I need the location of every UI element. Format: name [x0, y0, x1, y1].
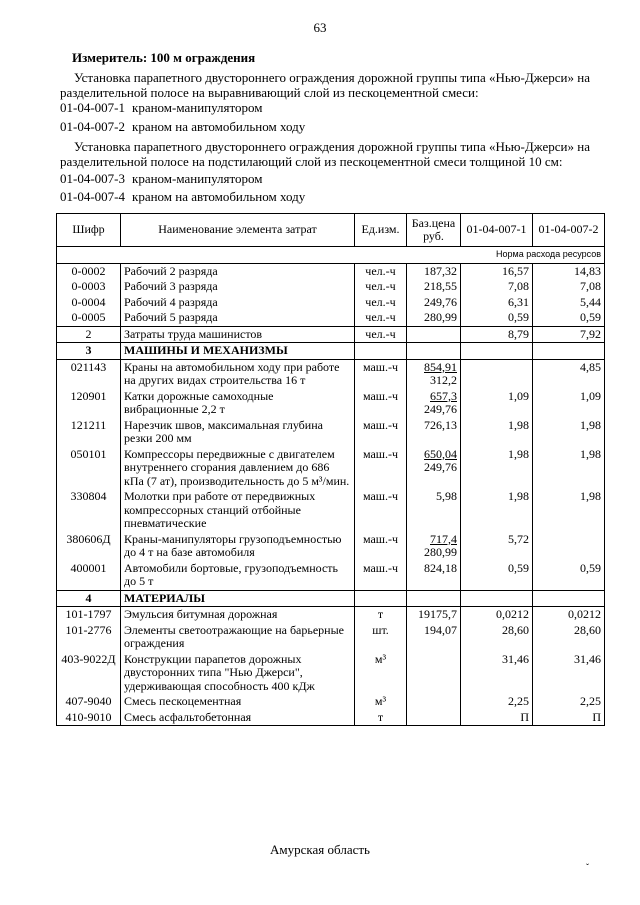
row-unit: чел.-ч: [355, 295, 407, 311]
intro-code-text: краном на автомобильном ходу: [132, 189, 306, 204]
table-row: [57, 590, 605, 607]
row-price: [407, 561, 461, 591]
row-value-1: [461, 343, 533, 360]
header-name: Наименование элемента затрат: [121, 214, 355, 247]
row-price: [407, 279, 461, 295]
row-value-2: 7,08: [533, 279, 605, 295]
row-unit: чел.-ч: [355, 326, 407, 343]
row-price-value: 249,76: [424, 294, 457, 309]
row-price-secondary: 249,76: [424, 402, 457, 416]
row-value-2: [533, 590, 605, 607]
header-price: [407, 214, 461, 247]
row-value-2: 2,25: [533, 694, 605, 710]
header-col2: 01-04-007-2: [533, 214, 605, 247]
row-code: 101-2776: [57, 623, 121, 652]
row-code: 0-0004: [57, 295, 121, 311]
header-col1: 01-04-007-1: [461, 214, 533, 247]
row-value-1: 7,08: [461, 279, 533, 295]
row-name: МАШИНЫ И МЕХАНИЗМЫ: [121, 343, 355, 360]
row-price: [407, 532, 461, 561]
table-header-row: [57, 214, 605, 247]
row-unit: маш.-ч: [355, 447, 407, 490]
table-row: [57, 343, 605, 360]
row-price: [407, 694, 461, 710]
row-code: 330804: [57, 489, 121, 532]
row-price-value: 717,4: [430, 531, 457, 546]
row-value-1: 0,0212: [461, 607, 533, 623]
row-price: [407, 295, 461, 311]
row-code: 021143: [57, 359, 121, 389]
row-name: Молотки при работе от передвижных компрессорных станций отбойные пневматические: [121, 489, 355, 532]
row-value-1: 6,31: [461, 295, 533, 311]
row-price-value: 650,04: [424, 446, 457, 461]
row-price: [407, 447, 461, 490]
row-value-1: П: [461, 710, 533, 726]
intro-code-text: краном-манипулятором: [132, 100, 263, 115]
table-row: [57, 532, 605, 561]
row-value-2: 31,46: [533, 652, 605, 695]
row-price-value: 854,91: [424, 359, 457, 374]
row-price-value: 194,07: [424, 622, 457, 637]
row-value-1: 31,46: [461, 652, 533, 695]
row-value-1: [461, 359, 533, 389]
row-name: Автомобили бортовые, грузоподъемность до 5 т: [121, 561, 355, 591]
row-price: [407, 263, 461, 279]
row-price-value: 19175,7: [418, 607, 457, 621]
row-price-value: 280,99: [424, 310, 457, 324]
footer-region: Амурская область: [270, 842, 370, 857]
intro-code-line: [60, 189, 305, 205]
row-price-value: 187,32: [424, 263, 457, 278]
table-row: [57, 710, 605, 726]
row-value-1: 8,79: [461, 326, 533, 343]
row-name: Нарезчик швов, максимальная глубина резки 200 мм: [121, 418, 355, 447]
intro-paragraph-text: Установка парапетного двустороннего ограждения дорожной группы типа «Нью-Джерси» на разделительной полосе на выравнивающий слой из пескоцементной смеси:: [60, 70, 590, 100]
row-price: [407, 389, 461, 418]
row-price-secondary: 280,99: [424, 545, 457, 559]
row-value-2: 0,59: [533, 561, 605, 591]
row-value-2: 1,98: [533, 447, 605, 490]
row-value-1: 28,60: [461, 623, 533, 652]
row-price-value: 5,98: [436, 489, 457, 503]
row-value-1: 5,72: [461, 532, 533, 561]
row-price-value: 657,3: [430, 388, 457, 403]
row-name: МАТЕРИАЛЫ: [121, 590, 355, 607]
subheader-cell: Норма расхода ресурсов: [57, 247, 605, 264]
table-row: [57, 389, 605, 418]
row-unit: маш.-ч: [355, 389, 407, 418]
row-name: Краны-манипуляторы грузоподъемностью до 4 т на базе автомобиля: [121, 532, 355, 561]
table-row: [57, 263, 605, 279]
row-price: [407, 590, 461, 607]
row-unit: чел.-ч: [355, 279, 407, 295]
row-unit: [355, 590, 407, 607]
intro-code: 01-04-007-3: [60, 171, 125, 186]
table-row: [57, 607, 605, 623]
row-unit: чел.-ч: [355, 263, 407, 279]
row-price-secondary: 249,76: [424, 460, 457, 474]
row-price: [407, 343, 461, 360]
table-row: [57, 561, 605, 591]
row-value-1: 1,98: [461, 418, 533, 447]
intro-code: 01-04-007-2: [60, 119, 125, 134]
row-code: 410-9010: [57, 710, 121, 726]
row-name: Катки дорожные самоходные вибрационные 2,2 т: [121, 389, 355, 418]
row-code: 2: [57, 326, 121, 343]
row-price-value: 726,13: [424, 417, 457, 432]
row-unit: маш.-ч: [355, 359, 407, 389]
row-code: 120901: [57, 389, 121, 418]
row-name: Рабочий 4 разряда: [121, 295, 355, 311]
row-price: [407, 359, 461, 389]
header-price-line2: руб.: [423, 229, 444, 243]
intro-code: 01-04-007-4: [60, 189, 125, 204]
row-price: [407, 310, 461, 326]
row-unit: маш.-ч: [355, 561, 407, 591]
intro-code-text: краном-манипулятором: [132, 171, 263, 186]
row-price: [407, 418, 461, 447]
page-number: 63: [313, 20, 327, 35]
row-code: 4: [57, 590, 121, 607]
row-value-2: 0,0212: [533, 607, 605, 623]
table-row: [57, 326, 605, 343]
row-unit: [355, 343, 407, 360]
row-name: Компрессоры передвижные с двигателем внутреннего сгорания давлением до 686 кПа (7 ат), производительность до 5 м³/мин.: [121, 447, 355, 490]
intro-code: 01-04-007-1: [60, 100, 125, 115]
row-code: 380606Д: [57, 532, 121, 561]
row-price: [407, 623, 461, 652]
table-row: [57, 652, 605, 695]
table-row: [57, 489, 605, 532]
table-row: [57, 359, 605, 389]
row-value-2: 1,98: [533, 489, 605, 532]
row-code: 121211: [57, 418, 121, 447]
row-code: 403-9022Д: [57, 652, 121, 695]
row-unit: маш.-ч: [355, 532, 407, 561]
row-value-1: 0,59: [461, 561, 533, 591]
table-row: [57, 310, 605, 326]
row-unit: м³: [355, 652, 407, 695]
row-value-1: 16,57: [461, 263, 533, 279]
intro-code-line: [60, 171, 263, 187]
row-unit: т: [355, 710, 407, 726]
row-name: Затраты труда машинистов: [121, 326, 355, 343]
row-value-2: П: [533, 710, 605, 726]
row-code: 0-0005: [57, 310, 121, 326]
row-value-1: 1,98: [461, 447, 533, 490]
row-value-1: 0,59: [461, 310, 533, 326]
row-name: Смесь пескоцементная: [121, 694, 355, 710]
row-code: 3: [57, 343, 121, 360]
row-price-secondary: 312,2: [430, 373, 457, 387]
row-code: 400001: [57, 561, 121, 591]
intro-code-line: [60, 100, 263, 116]
corner-mark: ˇ: [586, 862, 589, 872]
row-unit: т: [355, 607, 407, 623]
table-row: [57, 295, 605, 311]
row-value-1: 1,09: [461, 389, 533, 418]
row-code: 101-1797: [57, 607, 121, 623]
row-value-2: 1,98: [533, 418, 605, 447]
row-price-value: 824,18: [424, 560, 457, 575]
row-unit: маш.-ч: [355, 489, 407, 532]
row-price: [407, 489, 461, 532]
row-value-1: 1,98: [461, 489, 533, 532]
resource-norms-table: [56, 213, 605, 726]
row-code: 407-9040: [57, 694, 121, 710]
row-price: [407, 326, 461, 343]
table-row: [57, 447, 605, 490]
measure-title: Измеритель: 100 м ограждения: [72, 50, 256, 65]
row-unit: чел.-ч: [355, 310, 407, 326]
row-name: Рабочий 5 разряда: [121, 310, 355, 326]
row-name: Рабочий 3 разряда: [121, 279, 355, 295]
row-name: Элементы светоотражающие на барьерные ограждения: [121, 623, 355, 652]
row-price: [407, 607, 461, 623]
header-unit: Ед.изм.: [355, 214, 407, 247]
table-row: [57, 279, 605, 295]
row-price: [407, 652, 461, 695]
row-value-2: 5,44: [533, 295, 605, 311]
intro-paragraph-text: Установка парапетного двустороннего ограждения дорожной группы типа «Нью-Джерси» на разделительной полосе на подстилающий слой из пескоцементной смеси толщиной 10 см:: [60, 139, 590, 169]
table-row: [57, 418, 605, 447]
row-code: 0-0002: [57, 263, 121, 279]
row-code: 0-0003: [57, 279, 121, 295]
subheader-row: [57, 247, 605, 264]
row-value-2: [533, 343, 605, 360]
row-value-2: 4,85: [533, 359, 605, 389]
row-name: Конструкции парапетов дорожных двусторонних типа "Нью Джерси", удерживающая способность 400 кДж: [121, 652, 355, 695]
row-value-2: 7,92: [533, 326, 605, 343]
row-unit: шт.: [355, 623, 407, 652]
row-value-1: [461, 590, 533, 607]
row-value-2: 1,09: [533, 389, 605, 418]
header-code: Шифр: [57, 214, 121, 247]
row-unit: м³: [355, 694, 407, 710]
row-name: Краны на автомобильном ходу при работе на других видах строительства 16 т: [121, 359, 355, 389]
table-row: [57, 694, 605, 710]
row-value-1: 2,25: [461, 694, 533, 710]
row-unit: маш.-ч: [355, 418, 407, 447]
row-name: Рабочий 2 разряда: [121, 263, 355, 279]
intro-code-line: [60, 119, 305, 135]
row-value-2: 14,83: [533, 263, 605, 279]
row-price: [407, 710, 461, 726]
row-name: Эмульсия битумная дорожная: [121, 607, 355, 623]
row-value-2: 0,59: [533, 310, 605, 326]
row-price-value: 218,55: [424, 279, 457, 293]
row-code: 050101: [57, 447, 121, 490]
row-value-2: [533, 532, 605, 561]
row-value-2: 28,60: [533, 623, 605, 652]
header-price-line1: Баз.цена: [411, 215, 456, 230]
intro-paragraph: [60, 70, 620, 100]
intro-paragraph: [60, 139, 620, 169]
intro-code-text: краном на автомобильном ходу: [132, 119, 306, 134]
row-name: Смесь асфальтобетонная: [121, 710, 355, 726]
table-row: [57, 623, 605, 652]
